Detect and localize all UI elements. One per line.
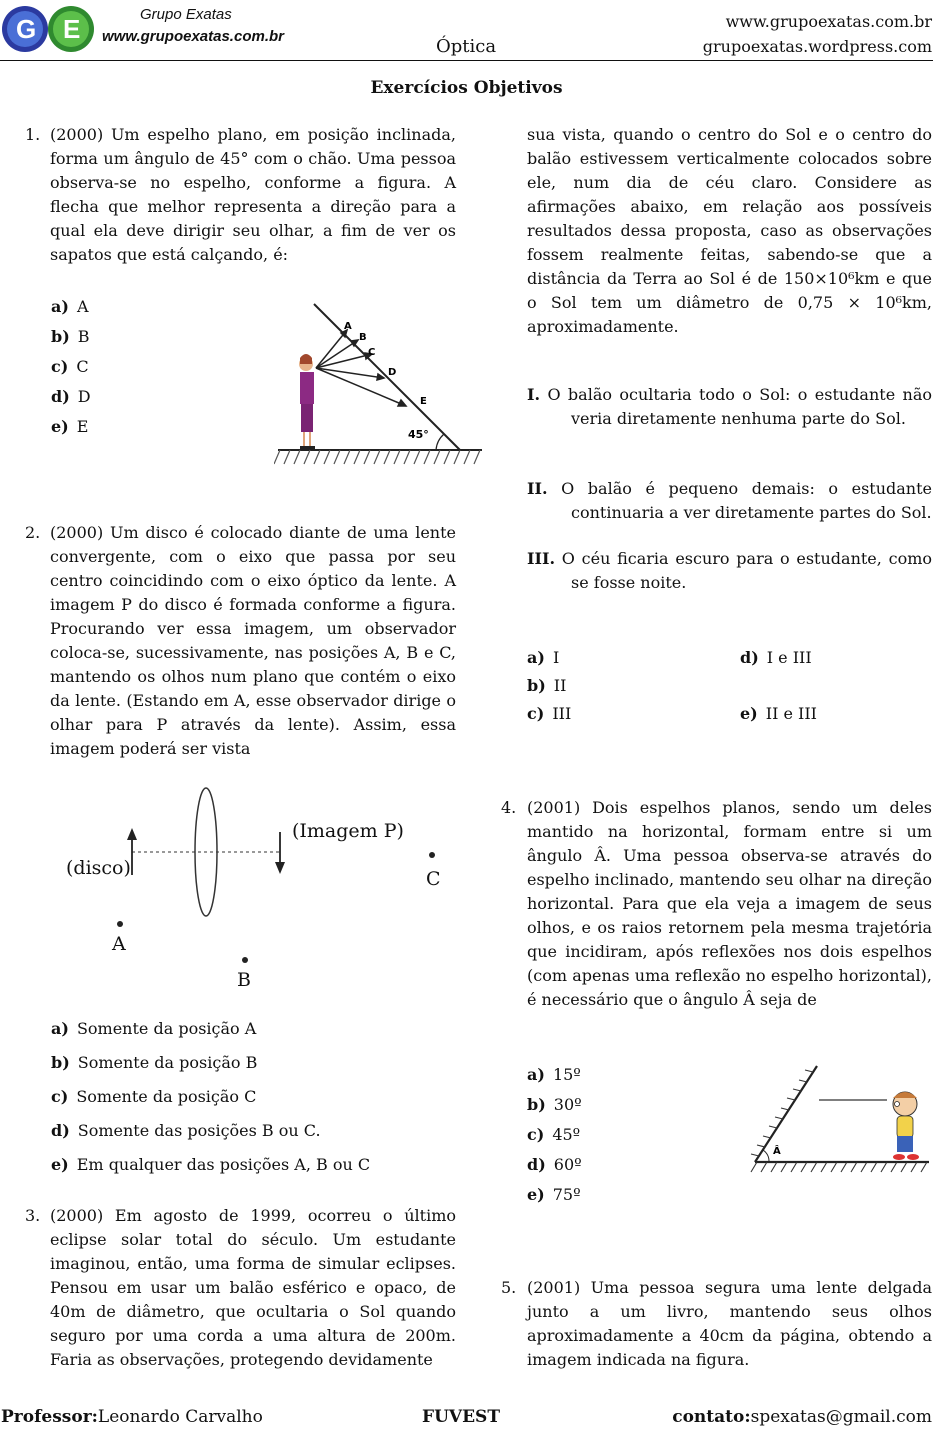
option-text: Somente da posição A: [76, 1019, 257, 1038]
q3-text-right: sua vista, quando o centro do Sol e o centro do balão estivessem verticalmente colocados sobre ele, num dia de céu claro. Considere as afirmações abaixo, em relação aos possíveis resultados dessa proposta, caso as observações fossem realmente feitas, sabendo-se que a distância da Terra ao Sol é de 150×10⁶km e que o Sol tem um diâmetro de 0,75 × 10⁶km, aproximadamente.: [527, 125, 932, 336]
q3-statement-3: [527, 547, 932, 595]
q2-option-e[interactable]: [51, 1155, 370, 1174]
q4-option-b[interactable]: [527, 1095, 582, 1114]
arrow-label-e: E: [420, 396, 427, 407]
q4-option-c[interactable]: [527, 1125, 580, 1144]
q4-text: (2001) Dois espelhos planos, sendo um deles mantido na horizontal, formam entre si um ângulo Â. Uma pessoa observa-se através do espelho inclinado, mantendo seu olhar na direção horizontal. Para que ela veja a imagem de seus olhos, e os raios retornem pela mesma trajetória que incidiram, após reflexões nos dois espelhos (com apenas uma reflexão no espelho horizontal), é necessário que o ângulo Â seja de: [527, 798, 932, 1009]
q1-option-e[interactable]: [51, 417, 88, 436]
option-text: 75º: [552, 1185, 581, 1204]
statement-text: O balão ocultaria todo o Sol: o estudante não veria diretamente nenhuma parte do Sol.: [547, 385, 933, 428]
option-letter: c): [527, 704, 545, 723]
q1-text: (2000) Um espelho plano, em posição inclinada, forma um ângulo de 45° com o chão. Uma pessoa observa-se no espelho, conforme a figura. A flecha que melhor representa a direção para a qual ela deve dirigir seu olhar, a fim de ver os sapatos que está calçando, é:: [50, 125, 456, 264]
footer-exam: FUVEST: [422, 1407, 500, 1427]
q4-number: 4.: [501, 798, 517, 817]
option-letter: b): [527, 676, 546, 695]
option-text: III: [552, 704, 572, 723]
footer-professor: [1, 1407, 263, 1427]
option-text: 15º: [552, 1065, 581, 1084]
imagem-label: (Imagem P): [292, 820, 404, 842]
professor-name: Leonardo Carvalho: [97, 1407, 263, 1427]
q3-text-left: (2000) Em agosto de 1999, ocorreu o último eclipse solar total do século. Um estudante imaginou, então, uma forma de simular eclipses. Pensou em usar um balão esférico e opaco, de 40m de diâmetro, que ocultaria o Sol quando seguro por uma corda a uma altura de 200m. Faria as observações, protegendo devidamente: [50, 1206, 456, 1369]
logo-letter-e: E: [63, 14, 81, 44]
option-text: I: [552, 648, 560, 667]
option-text: I e III: [766, 648, 812, 667]
option-letter: a): [51, 1019, 69, 1038]
option-letter: a): [51, 297, 69, 316]
arrow-label-b: B: [359, 332, 367, 343]
q3-option-b[interactable]: [527, 676, 566, 695]
statement-text: O balão é pequeno demais: o estudante continuaria a ver diretamente partes do Sol.: [561, 479, 932, 522]
option-text: C: [76, 357, 89, 376]
option-text: II e III: [765, 704, 817, 723]
q2-number: 2.: [25, 523, 41, 542]
site-link-1[interactable]: www.grupoexatas.com.br: [725, 12, 932, 31]
q4-option-a[interactable]: [527, 1065, 581, 1084]
q3-option-c[interactable]: [527, 704, 571, 723]
disco-label: (disco): [66, 857, 131, 879]
statement-label: III.: [527, 549, 556, 568]
option-letter: a): [527, 1065, 545, 1084]
option-letter: e): [740, 704, 758, 723]
option-letter: a): [527, 648, 545, 667]
logo-letter-g: G: [16, 14, 37, 44]
arrow-label-c: C: [368, 347, 376, 358]
option-letter: b): [527, 1095, 546, 1114]
footer-contact: [672, 1407, 932, 1427]
q1-number: 1.: [25, 125, 41, 144]
q2-option-d[interactable]: [51, 1121, 321, 1140]
site-link-2[interactable]: grupoexatas.wordpress.com: [702, 37, 932, 56]
position-b-label: B: [237, 969, 251, 991]
option-letter: c): [527, 1125, 545, 1144]
q1-option-c[interactable]: [51, 357, 89, 376]
option-text: Em qualquer das posições A, B ou C: [76, 1155, 371, 1174]
q4-option-d[interactable]: [527, 1155, 582, 1174]
option-text: 60º: [553, 1155, 582, 1174]
angle-label: Â: [773, 1146, 781, 1157]
q1-option-a[interactable]: [51, 297, 89, 316]
q2-option-b[interactable]: [51, 1053, 257, 1072]
option-text: II: [553, 676, 567, 695]
header-divider: [0, 60, 933, 61]
q3-statement-1: [527, 383, 932, 431]
page-subject: Óptica: [436, 36, 497, 57]
q1-option-d[interactable]: [51, 387, 91, 406]
option-text: E: [76, 417, 89, 436]
contact-label: contato:: [672, 1407, 751, 1427]
option-text: Somente das posições B ou C.: [77, 1121, 321, 1140]
brand-url[interactable]: www.grupoexatas.com.br: [102, 28, 284, 45]
q1-option-b[interactable]: [51, 327, 90, 346]
q1-mirror-figure: [274, 288, 486, 470]
option-letter: c): [51, 1087, 69, 1106]
logo: [1, 3, 99, 55]
q4-mirrors-figure: [745, 1062, 933, 1174]
q5-number: 5.: [501, 1278, 517, 1297]
arrow-label-a: A: [344, 321, 352, 332]
q3-option-e[interactable]: [740, 704, 817, 723]
q2-option-a[interactable]: [51, 1019, 256, 1038]
option-text: Somente da posição C: [76, 1087, 257, 1106]
position-c-label: C: [426, 868, 441, 890]
brand-name: Grupo Exatas: [140, 6, 232, 23]
angle-label: 45°: [408, 428, 429, 441]
option-letter: e): [51, 1155, 69, 1174]
q2-lens-figure: [60, 780, 460, 995]
q3-number: 3.: [25, 1206, 41, 1225]
option-text: Somente da posição B: [77, 1053, 258, 1072]
option-letter: d): [51, 387, 70, 406]
q3-option-a[interactable]: [527, 648, 559, 667]
section-title: Exercícios Objetivos: [370, 78, 563, 98]
q3-option-d[interactable]: [740, 648, 812, 667]
option-letter: d): [527, 1155, 546, 1174]
arrow-label-d: D: [388, 367, 397, 378]
option-text: B: [77, 327, 90, 346]
option-letter: b): [51, 1053, 70, 1072]
option-letter: d): [740, 648, 759, 667]
statement-text: O céu ficaria escuro para o estudante, como se fosse noite.: [561, 549, 933, 592]
q5-text: (2001) Uma pessoa segura uma lente delgada junto a um livro, mantendo seus olhos aproximadamente a 40cm da página, obtendo a imagem indicada na figura.: [527, 1278, 932, 1369]
option-text: A: [76, 297, 89, 316]
q2-text: (2000) Um disco é colocado diante de uma lente convergente, com o eixo que passa por seu centro coincidindo com o eixo óptico da lente. A imagem P do disco é formada conforme a figura. Procurando ver essa imagem, um observador coloca-se, sucessivamente, nas posições A, B e C, mantendo os olhos num plano que contém o eixo da lente. (Estando em A, esse observador dirige o olhar para P através da lente). Assim, essa imagem poderá ser vista: [50, 523, 456, 758]
option-letter: d): [51, 1121, 70, 1140]
option-letter: e): [527, 1185, 545, 1204]
option-letter: b): [51, 327, 70, 346]
option-letter: e): [51, 417, 69, 436]
contact-email[interactable]: spexatas@gmail.com: [750, 1407, 932, 1427]
option-letter: c): [51, 357, 69, 376]
statement-label: I.: [527, 385, 541, 404]
professor-label: Professor:: [1, 1407, 98, 1427]
q2-option-c[interactable]: [51, 1087, 256, 1106]
q4-option-e[interactable]: [527, 1185, 581, 1204]
q3-statement-2: [527, 477, 932, 525]
option-text: D: [77, 387, 91, 406]
option-text: 45º: [552, 1125, 581, 1144]
option-text: 30º: [553, 1095, 582, 1114]
position-a-label: A: [112, 933, 126, 955]
statement-label: II.: [527, 479, 548, 498]
